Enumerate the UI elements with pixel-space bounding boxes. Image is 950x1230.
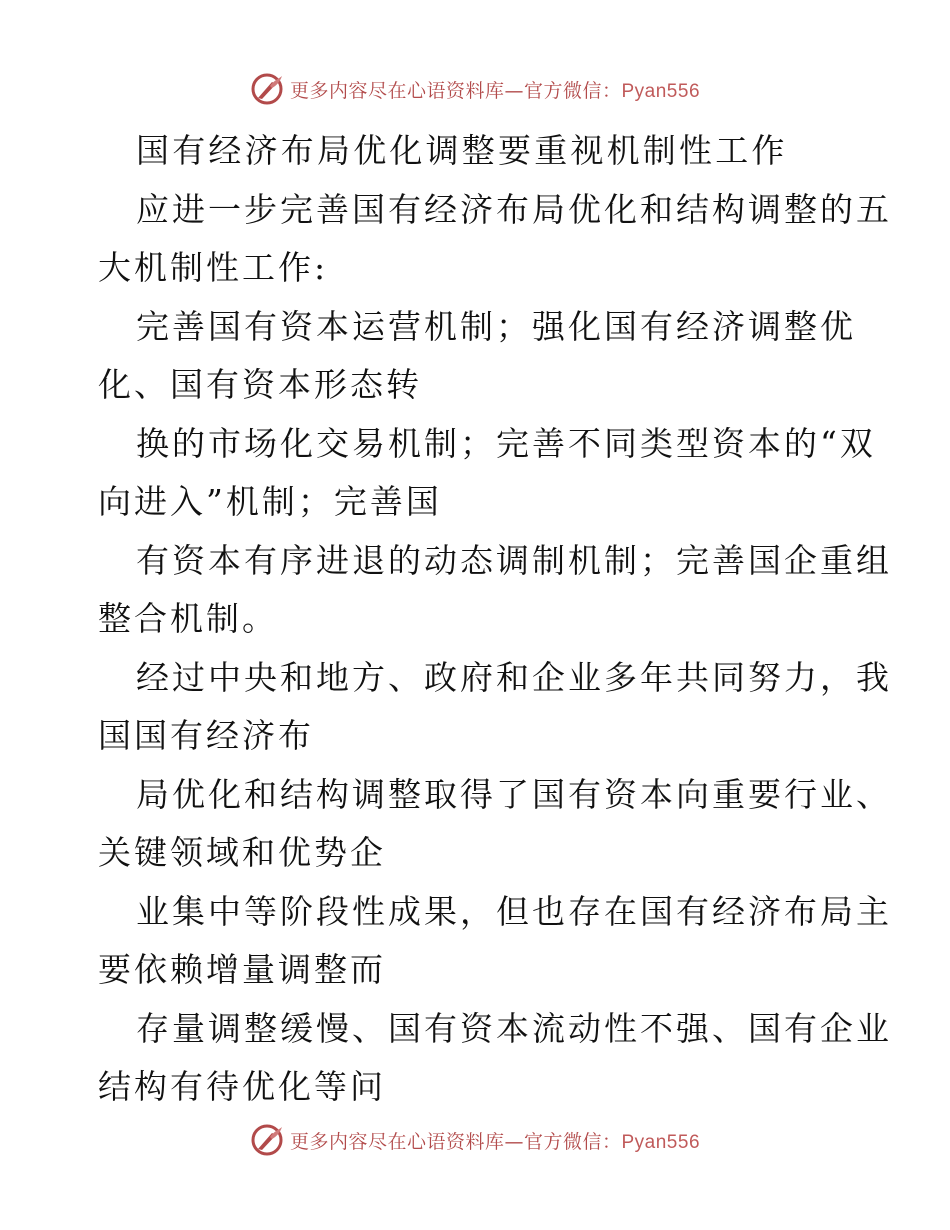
paragraph-line: 化、国有资本形态转 [98,365,422,404]
document-body [98,122,892,1117]
paragraph [98,1000,892,1117]
paragraph [98,181,892,298]
paragraph-line: 存量调整缓慢、国有资本流动性不强、国有企业 [136,1008,892,1048]
footer-watermark [0,1123,950,1157]
paragraph [98,532,892,649]
paragraph-line: 应进一步完善国有经济布局优化和结构调整的五 [136,189,892,229]
document-title: 国有经济布局优化调整要重视机制性工作 [136,131,788,170]
watermark-text: 更多内容尽在心语资料库—官方微信：Pyan556 [289,79,701,102]
paragraph-line: 经过中央和地方、政府和企业多年共同努力，我 [136,657,892,697]
paragraph-line: 有资本有序进退的动态调制机制；完善国企重组 [136,540,892,580]
paragraph-line: 大机制性工作: [98,248,329,287]
paragraph-line: 向进入”机制；完善国 [98,482,442,521]
paragraph [98,649,892,766]
paragraph-line: 要依赖增量调整而 [98,950,386,989]
paragraph-line: 业集中等阶段性成果，但也存在国有经济布局主 [136,891,892,931]
paragraph [98,298,858,415]
paragraph-line: 换的市场化交易机制；完善不同类型资本的“双 [136,423,876,463]
quill-logo-icon [250,1123,284,1157]
paragraph-line: 结构有待优化等问 [98,1067,386,1106]
watermark-text: 更多内容尽在心语资料库—官方微信：Pyan556 [289,1130,701,1153]
paragraph-line: 局优化和结构调整取得了国有资本向重要行业、 [136,774,892,814]
paragraph [98,883,892,1000]
header-watermark [0,72,950,106]
paragraph-line: 整合机制。 [98,599,278,638]
paragraph-line: 完善国有资本运营机制；强化国有经济调整优 [136,306,856,346]
paragraph-line: 关键领域和优势企 [98,833,386,872]
quill-logo-icon [250,72,284,106]
paragraph [98,766,892,883]
paragraph [98,415,876,532]
paragraph-line: 国国有经济布 [98,716,314,755]
